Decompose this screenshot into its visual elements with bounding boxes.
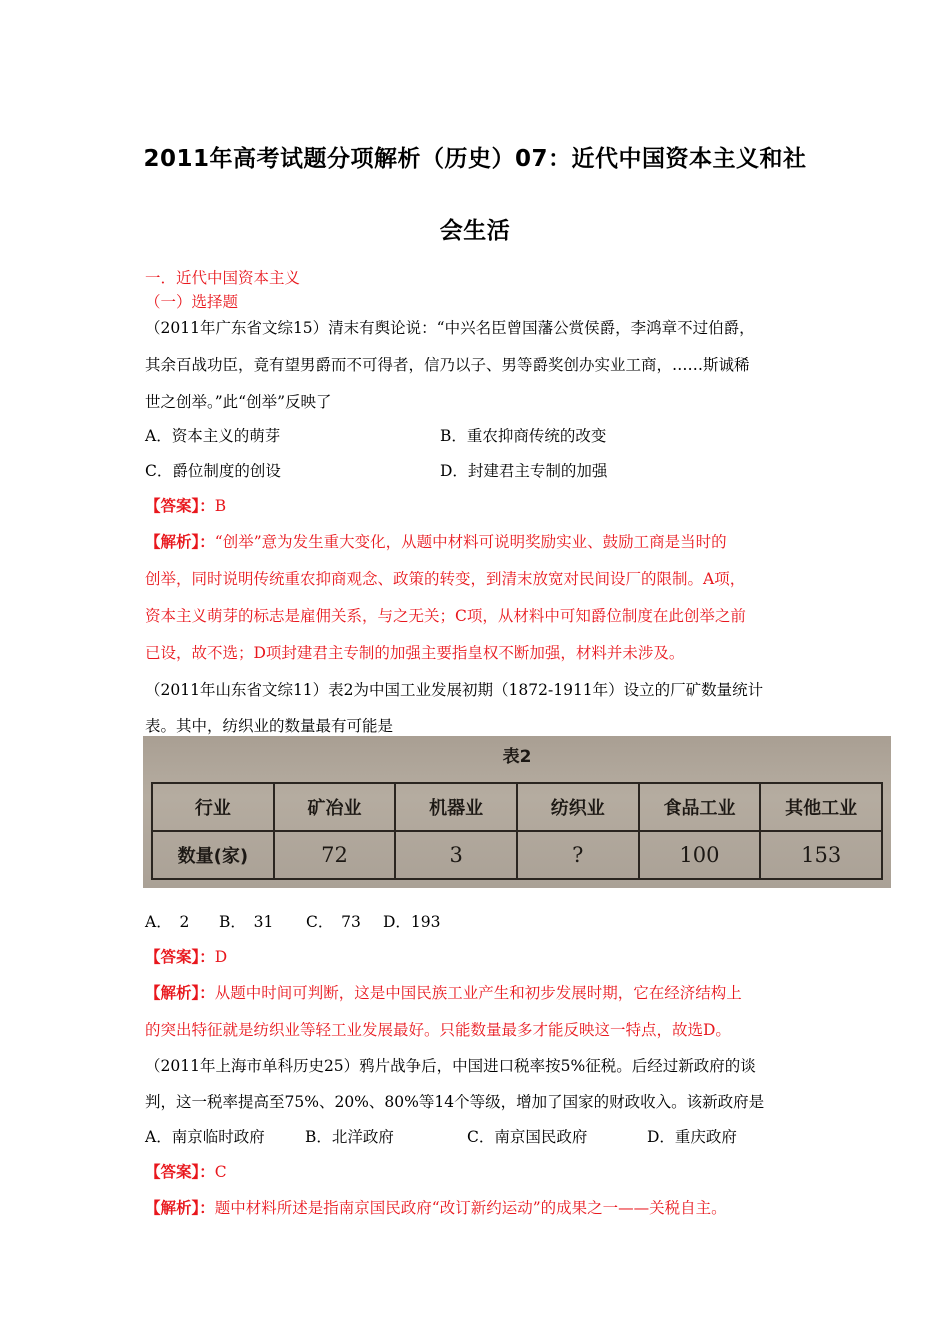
q2-option-b: B． 31	[219, 913, 274, 931]
table-header-cell: 食品工业	[639, 783, 761, 831]
q1-option-b: B．重农抑商传统的改变	[440, 427, 607, 445]
q2-analysis-label: 【解析】：	[145, 984, 215, 1002]
q1-analysis-line-3: 资本主义萌芽的标志是雇佣关系，与之无关；C项，从材料中可知爵位制度在此创举之前	[145, 607, 746, 625]
q2-analysis-line-1	[145, 983, 742, 1003]
table-header-cell: 纺织业	[517, 783, 639, 831]
q2-analysis-line-2: 的突出特征就是纺织业等轻工业发展最好。只能数量最多才能反映这一特点，故选D。	[145, 1021, 731, 1039]
q2-answer	[145, 947, 227, 967]
q2-option-a: A． 2	[145, 913, 190, 931]
table-cell: 3	[395, 831, 517, 879]
section-subheading: （一）选择题	[145, 293, 239, 311]
q3-answer-value: C	[214, 1163, 227, 1181]
q1-stem-line-1: （2011年广东省文综15）清末有舆论说：“中兴名臣曾国藩公赏侯爵，李鸿章不过伯爵，	[145, 319, 755, 337]
q2-table-photo	[143, 736, 891, 888]
q2-table-caption: 表2	[502, 747, 532, 767]
q3-analysis-line-1	[145, 1198, 727, 1218]
table-header-cell: 矿冶业	[274, 783, 396, 831]
table-cell: 100	[639, 831, 761, 879]
q1-option-c: C．爵位制度的创设	[145, 462, 281, 480]
document-title-line-2: 会生活	[439, 218, 511, 244]
q1-analysis-label: 【解析】：	[145, 533, 215, 551]
q3-answer	[145, 1162, 227, 1182]
q3-stem-line-1: （2011年上海市单科历史25）鸦片战争后，中国进口税率按5%征税。后经过新政府的谈	[145, 1057, 756, 1075]
q1-stem-line-2: 其余百战功臣，竟有望男爵而不可得者，信乃以子、男等爵奖创办实业工商，……斯诚稀	[145, 356, 750, 374]
q2-analysis-text-1: 从题中时间可判断，这是中国民族工业产生和初步发展时期，它在经济结构上	[214, 984, 742, 1002]
q1-analysis-line-1	[145, 532, 727, 552]
q1-analysis-line-4: 已设，故不选；D项封建君主专制的加强主要指皇权不断加强，材料并未涉及。	[145, 644, 685, 662]
q2-option-d: D．193	[383, 913, 441, 931]
q1-analysis-text-1: “创举”意为发生重大变化，从题中材料可说明奖励实业、鼓励工商是当时的	[214, 533, 727, 551]
q2-answer-label: 【答案】：	[145, 948, 215, 966]
table-header-cell: 机器业	[395, 783, 517, 831]
table-row	[152, 831, 882, 879]
q1-option-a: A．资本主义的萌芽	[145, 427, 281, 445]
table-header-cell: 行业	[152, 783, 274, 831]
table-cell: 153	[760, 831, 882, 879]
q2-option-c: C． 73	[306, 913, 361, 931]
q3-answer-label: 【答案】：	[145, 1163, 215, 1181]
q3-analysis-label: 【解析】：	[145, 1199, 215, 1217]
q2-answer-value: D	[214, 948, 228, 966]
table-header-cell: 其他工业	[760, 783, 882, 831]
q3-option-c: C．南京国民政府	[467, 1128, 588, 1146]
q1-option-d: D．封建君主专制的加强	[440, 462, 608, 480]
table-row-label: 数量(家)	[152, 831, 274, 879]
q3-stem-line-2: 判，这一税率提高至75%、20%、80%等14个等级，增加了国家的财政收入。该新政府是	[145, 1093, 765, 1111]
q3-option-b: B．北洋政府	[305, 1128, 394, 1146]
q1-answer-value: B	[214, 497, 227, 515]
q3-option-a: A．南京临时政府	[145, 1128, 265, 1146]
table-cell: 72	[274, 831, 396, 879]
q1-stem-line-3: 世之创举。”此“创举”反映了	[145, 393, 332, 411]
q3-analysis-text-1: 题中材料所述是指南京国民政府“改订新约运动”的成果之一——关税自主。	[214, 1199, 727, 1217]
table-cell: ?	[517, 831, 639, 879]
section-heading: 一．近代中国资本主义	[145, 269, 301, 287]
document-title-line-1: 2011年高考试题分项解析（历史）07：近代中国资本主义和社	[143, 146, 807, 172]
q1-analysis-line-2: 创举，同时说明传统重农抑商观念、政策的转变，到清末放宽对民间设厂的限制。A项，	[145, 570, 746, 588]
q2-stem-line-2: 表。其中，纺织业的数量最有可能是	[145, 717, 394, 735]
q2-table	[151, 782, 883, 880]
q1-answer	[145, 496, 226, 516]
q2-stem-line-1: （2011年山东省文综11）表2为中国工业发展初期（1872-1911年）设立的厂矿数量统计	[145, 681, 764, 699]
table-header-row	[152, 783, 882, 831]
q1-answer-label: 【答案】：	[145, 497, 215, 515]
q3-option-d: D．重庆政府	[647, 1128, 737, 1146]
